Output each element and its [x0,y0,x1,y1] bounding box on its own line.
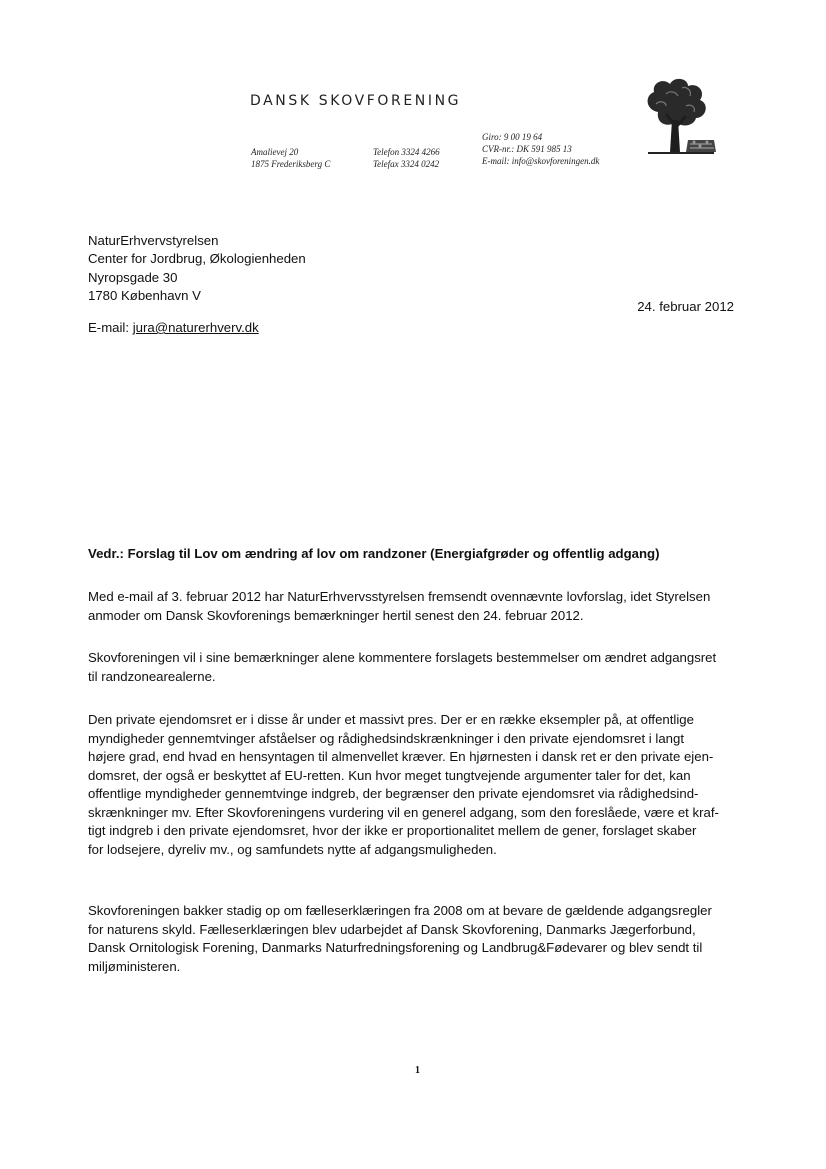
contact-block [373,146,440,170]
street: Amalievеj 20 [251,147,299,157]
paragraph-line: anmoder om Dansk Skovforenings bemærkninger hertil senest den 24. februar 2012. [88,607,584,623]
address-block [251,146,330,170]
paragraph-line: tigt indgreb i den private ejendomsret, hvor der ikke er proportionalitet mellem de gener, forslaget skaber [88,823,697,838]
cvr: CVR-nr.: DK 591 985 13 [482,144,572,154]
paragraph-line: til randzonearealerne. [88,668,216,684]
recipient-email-line [88,320,259,335]
paragraph-line: for lodsejere, dyreliv mv., og samfundets nytte af adgangsmuligheden. [88,841,497,857]
paragraph-line: miljøministeren. [88,958,181,974]
tree-icon [636,74,718,158]
recipient-email-link[interactable]: jura@naturerhverv.dk [132,320,259,335]
paragraph-line: Skovforeningen bakker stadig op om fælleserklæringen fra 2008 om at bevare de gældende adgangsregler [88,903,712,918]
paragraph-line: offentlige myndigheder gennemtvinge indgreb, der begrænser den private ejendomsret via rådighedsind- [88,786,699,801]
phone: Telefon 3324 4266 [373,147,440,157]
body-paragraph [88,711,746,859]
paragraph-line: Den private ejendomsret er i disse år under et massivt pres. Der er en række eksempler på, at offentlige [88,712,694,727]
paragraph-line: myndigheder gennemtvinger afståelser og rådighedsindskrænkninger i den private ejendomsret i langt [88,730,684,746]
registration-block [482,131,599,167]
letter-date: 24. februar 2012 [637,299,734,314]
recipient-line: 1780 København V [88,287,201,303]
paragraph-line: Skovforeningen vil i sine bemærkninger alene kommentere forslagets bestemmelser om ændret adgangsret [88,650,717,665]
subject-line: Vedr.: Forslag til Lov om ændring af lov om randzoner (Energiafgrøder og offentlig adgang) [88,546,660,561]
recipient-address [88,232,306,305]
body-paragraph [88,902,746,976]
letterhead-email: E-mail: info@skovforeningen.dk [482,156,600,166]
recipient-line: Nyropsgade 30 [88,269,178,285]
fax: Telefax 3324 0242 [373,159,440,169]
email-label: E-mail: [88,320,133,335]
recipient-line: Center for Jordbrug, Økologienheden [88,251,306,267]
letterhead-title: DANSK SKOVFORENING [250,93,462,109]
paragraph-line: højere grad, end hvad en hensyntagen til almenvellet kræver. En hjørnesten i dansk ret er den private ejen- [88,749,714,764]
postal: 1875 Frederiksberg C [251,159,331,169]
body-paragraph [88,649,746,686]
body-paragraph [88,588,746,625]
giro: Giro: 9 00 19 64 [482,132,543,142]
paragraph-line: Med e-mail af 3. februar 2012 har NaturErhvervsstyrelsen fremsendt ovennævnte lovforslag, idet Styrelsen [88,589,711,604]
recipient-line: NaturErhvervstyrelsen [88,233,219,248]
paragraph-line: domsret, der også er beskyttet af EU-retten. Kun hvor meget tungtvejende argumenter taler for det, kan [88,767,691,783]
paragraph-line: for naturens skyld. Fælleserklæringen blev udarbejdet af Dansk Skovforening, Danmarks Jægerforbund, [88,921,696,937]
paragraph-line: skrænkninger mv. Efter Skovforeningens vurdering vil en generel adgang, som den foreslåede, være et kraf- [88,804,719,820]
paragraph-line: Dansk Ornitologisk Forening, Danmarks Naturfredningsforening og Landbrug&Fødevarer og blev sendt til [88,940,703,955]
page-number: 1 [415,1065,420,1076]
